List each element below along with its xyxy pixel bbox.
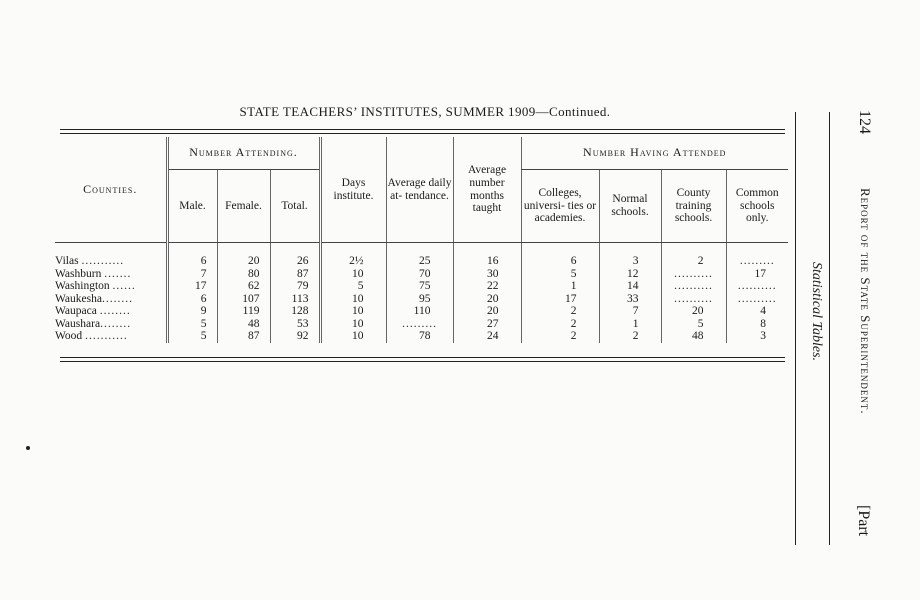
table-row — [55, 305, 788, 318]
common-cell: ......... — [726, 243, 788, 268]
page-title: STATE TEACHERS’ INSTITUTES, SUMMER 1909—Continued. — [239, 104, 611, 119]
months-cell: 27 — [453, 318, 521, 331]
colleges-cell: 2 — [521, 330, 599, 343]
bottom-rule-inner — [60, 361, 785, 362]
county-name: Waupaca ........ — [55, 305, 131, 317]
section-label: Statistical Tables. — [809, 262, 824, 362]
header-days-institute: Days institute. — [320, 137, 386, 243]
county-name: Waushara........ — [55, 317, 132, 330]
days-cell: 10 — [320, 330, 386, 343]
total-cell: 79 — [270, 280, 320, 293]
months-cell: 20 — [453, 293, 521, 306]
months-cell: 16 — [453, 243, 521, 268]
normal-cell: 14 — [599, 280, 661, 293]
days-cell: 10 — [320, 293, 386, 306]
table-row — [55, 243, 788, 268]
male-cell: 9 — [167, 305, 217, 318]
common-cell: 8 — [726, 318, 788, 331]
male-cell: 6 — [167, 243, 217, 268]
days-cell: 10 — [320, 268, 386, 281]
months-cell: 22 — [453, 280, 521, 293]
female-cell: 80 — [217, 268, 270, 281]
female-cell: 107 — [217, 293, 270, 306]
colleges-cell: 2 — [521, 305, 599, 318]
page-number: 124 — [856, 110, 873, 134]
normal-cell: 12 — [599, 268, 661, 281]
county-name: Waukesha........ — [55, 292, 133, 305]
avg-attendance-cell: 95 — [386, 293, 453, 306]
header-common-schools: Common schools only. — [726, 170, 788, 243]
total-cell: 92 — [270, 330, 320, 343]
common-cell: .......... — [726, 280, 788, 293]
normal-cell: 7 — [599, 305, 661, 318]
male-cell: 17 — [167, 280, 217, 293]
total-cell: 128 — [270, 305, 320, 318]
common-cell: 17 — [726, 268, 788, 281]
header-average-months-taught: Average number months taught — [453, 137, 521, 243]
header-female: Female. — [217, 170, 270, 243]
total-cell: 53 — [270, 318, 320, 331]
female-cell: 48 — [217, 318, 270, 331]
header-male: Male. — [167, 170, 217, 243]
header-county-training: County training schools. — [661, 170, 726, 243]
margin-rule-outer — [829, 112, 830, 545]
bottom-rule — [60, 357, 785, 358]
colleges-cell: 5 — [521, 268, 599, 281]
male-cell: 6 — [167, 293, 217, 306]
common-cell: .......... — [726, 293, 788, 306]
header-normal-schools: Normal schools. — [599, 170, 661, 243]
county-training-cell: 20 — [661, 305, 726, 318]
county-training-cell: .......... — [661, 280, 726, 293]
normal-cell: 33 — [599, 293, 661, 306]
total-cell: 26 — [270, 243, 320, 268]
margin-rule-inner — [795, 112, 796, 545]
colleges-cell: 6 — [521, 243, 599, 268]
header-average-daily-attendance: Average daily at- tendance. — [386, 137, 453, 243]
common-cell: 3 — [726, 330, 788, 343]
table-row — [55, 280, 788, 293]
institutes-table — [55, 137, 788, 343]
months-cell: 30 — [453, 268, 521, 281]
female-cell: 20 — [217, 243, 270, 268]
days-cell: 10 — [320, 305, 386, 318]
normal-cell: 2 — [599, 330, 661, 343]
days-cell: 10 — [320, 318, 386, 331]
male-cell: 5 — [167, 330, 217, 343]
table-row — [55, 330, 788, 343]
top-rule — [60, 129, 785, 130]
months-cell: 24 — [453, 330, 521, 343]
header-colleges: Colleges, universi- ties or academies. — [521, 170, 599, 243]
table-row — [55, 318, 788, 331]
colleges-cell: 2 — [521, 318, 599, 331]
header-number-attending: Number Attending. — [167, 137, 320, 170]
normal-cell: 3 — [599, 243, 661, 268]
female-cell: 87 — [217, 330, 270, 343]
avg-attendance-cell: 75 — [386, 280, 453, 293]
female-cell: 119 — [217, 305, 270, 318]
county-training-cell: .......... — [661, 293, 726, 306]
female-cell: 62 — [217, 280, 270, 293]
avg-attendance-cell: 70 — [386, 268, 453, 281]
county-name: Vilas ........... — [55, 255, 125, 267]
colleges-cell: 17 — [521, 293, 599, 306]
header-number-having-attended: Number Having Attended — [521, 137, 788, 170]
avg-attendance-cell: ......... — [386, 318, 453, 331]
days-cell: 5 — [320, 280, 386, 293]
months-cell: 20 — [453, 305, 521, 318]
avg-attendance-cell: 25 — [386, 243, 453, 268]
normal-cell: 1 — [599, 318, 661, 331]
header-total: Total. — [270, 170, 320, 243]
county-training-cell: 48 — [661, 330, 726, 343]
days-cell: 2½ — [320, 243, 386, 268]
county-name: Wood ........... — [55, 330, 128, 342]
county-name: Washburn ....... — [55, 267, 132, 280]
ink-speck — [26, 446, 30, 450]
county-training-cell: .......... — [661, 268, 726, 281]
part-label: [Part — [855, 505, 872, 537]
running-head: Report of the State Superintendent. — [858, 188, 873, 415]
avg-attendance-cell: 110 — [386, 305, 453, 318]
common-cell: 4 — [726, 305, 788, 318]
top-rule-inner — [60, 133, 785, 134]
avg-attendance-cell: 78 — [386, 330, 453, 343]
total-cell: 113 — [270, 293, 320, 306]
header-counties: Counties. — [55, 137, 167, 243]
county-training-cell: 5 — [661, 318, 726, 331]
total-cell: 87 — [270, 268, 320, 281]
colleges-cell: 1 — [521, 280, 599, 293]
county-training-cell: 2 — [661, 243, 726, 268]
table-row — [55, 268, 788, 281]
male-cell: 7 — [167, 268, 217, 281]
county-name: Washington ...... — [55, 280, 136, 292]
male-cell: 5 — [167, 318, 217, 331]
table-row — [55, 293, 788, 306]
